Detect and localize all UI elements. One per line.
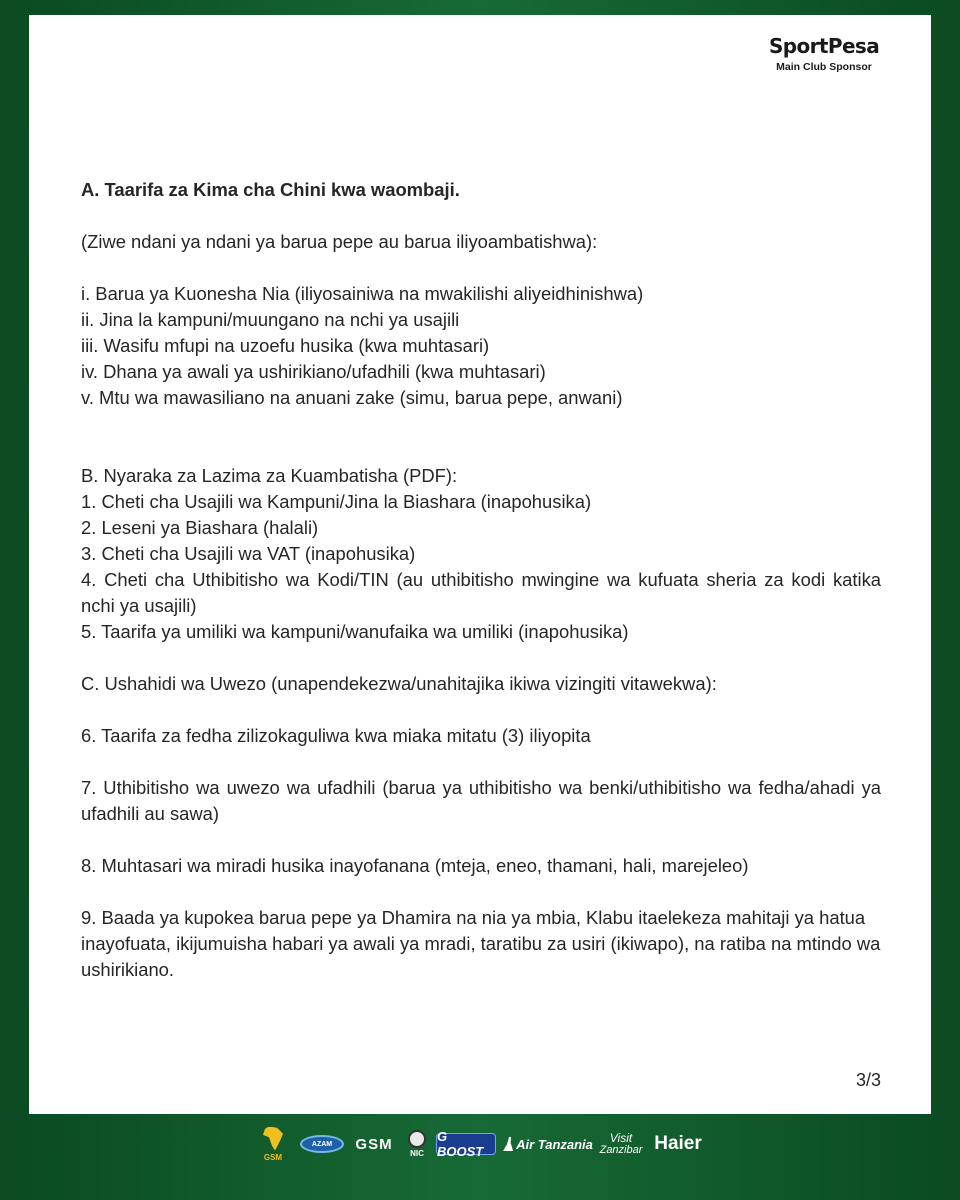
section-c-item: 8. Muhtasari wa miradi husika inayofanana (mteja, eneo, thamani, hali, marejeleo) [81,855,749,876]
section-c-heading: C. Ushahidi wa Uwezo (unapendekezwa/unahitajika ikiwa vizingiti vitawekwa): [81,673,717,694]
section-a-item: v. Mtu wa mawasiliano na anuani zake (simu, barua pepe, anwani) [81,387,623,408]
gsm-logo: GSM [355,1135,393,1153]
section-a-item: iv. Dhana ya awali ya ushirikiano/ufadhili (kwa muhtasari) [81,361,546,382]
section-a-note: (Ziwe ndani ya ndani ya barua pepe au barua iliyoambatishwa): [81,231,598,252]
sportpesa-logo [769,35,879,73]
visit-text: Visit [609,1131,633,1145]
document-page [29,15,931,1114]
gsm-africa-text: GSM [263,1152,283,1162]
haier-logo: Haier [654,1133,702,1154]
air-tanzania-text: Air Tanzania [516,1136,593,1152]
section-b-heading: B. Nyaraka za Lazima za Kuambatisha (PDF): [81,465,458,486]
nic-logo [402,1124,432,1164]
section-a-item: ii. Jina la kampuni/muungano na nchi ya usajili [81,309,460,330]
giraffe-icon [503,1137,513,1151]
sponsor-name: SportPesa [769,34,880,58]
azam-text: AZAM [300,1135,344,1153]
section-a-heading: A. Taarifa za Kima cha Chini kwa waombaji. [81,179,460,200]
section-c-item: 9. Baada ya kupokea barua pepe ya Dhamira na nia ya mbia, Klabu itaelekeza mahitaji ya hatua inayofuata, ikijumuisha habari ya awali ya mradi, taratibu za usiri (ikiwapo), na ratiba na mtindo wa ushirikiano. [81,907,881,980]
visit-zanzibar-logo [596,1124,646,1164]
document-body [81,177,881,983]
section-b-item: 3. Cheti cha Usajili wa VAT (inapohusika) [81,543,416,564]
gsm-africa-logo [256,1124,290,1164]
section-a-item: iii. Wasifu mfupi na uzoefu husika (kwa muhtasari) [81,335,490,356]
section-b-item: 4. Cheti cha Uthibitisho wa Kodi/TIN (au uthibitisho mwingine wa kufuata sheria za kodi katika nchi ya usajili) [81,569,881,616]
sponsor-bar [0,1114,960,1176]
gboost-logo: G BOOST [436,1133,496,1155]
page-number: 3/3 [855,1070,881,1090]
section-a-item: i. Barua ya Kuonesha Nia (iliyosainiwa na mwakilishi aliyeidhinishwa) [81,283,644,304]
section-b-item: 5. Taarifa ya umiliki wa kampuni/wanufaika wa umiliki (inapohusika) [81,621,629,642]
azam-logo [298,1124,346,1164]
sponsor-subtitle: Main Club Sponsor [776,61,872,73]
zanzibar-text: Zanzibar [599,1144,643,1156]
section-b-item: 1. Cheti cha Usajili wa Kampuni/Jina la Biashara (inapohusika) [81,491,592,512]
ball-icon [408,1130,426,1148]
section-c-item: 7. Uthibitisho wa uwezo wa ufadhili (barua ya uthibitisho wa benki/uthibitisho wa fedha/ahadi ya ufadhili au sawa) [81,777,881,824]
air-tanzania-logo [502,1124,594,1164]
section-c-item: 6. Taarifa za fedha zilizokaguliwa kwa miaka mitatu (3) iliyopita [81,725,591,746]
africa-icon [263,1127,283,1151]
section-b-item: 2. Leseni ya Biashara (halali) [81,517,319,538]
nic-text: NIC [410,1149,424,1158]
